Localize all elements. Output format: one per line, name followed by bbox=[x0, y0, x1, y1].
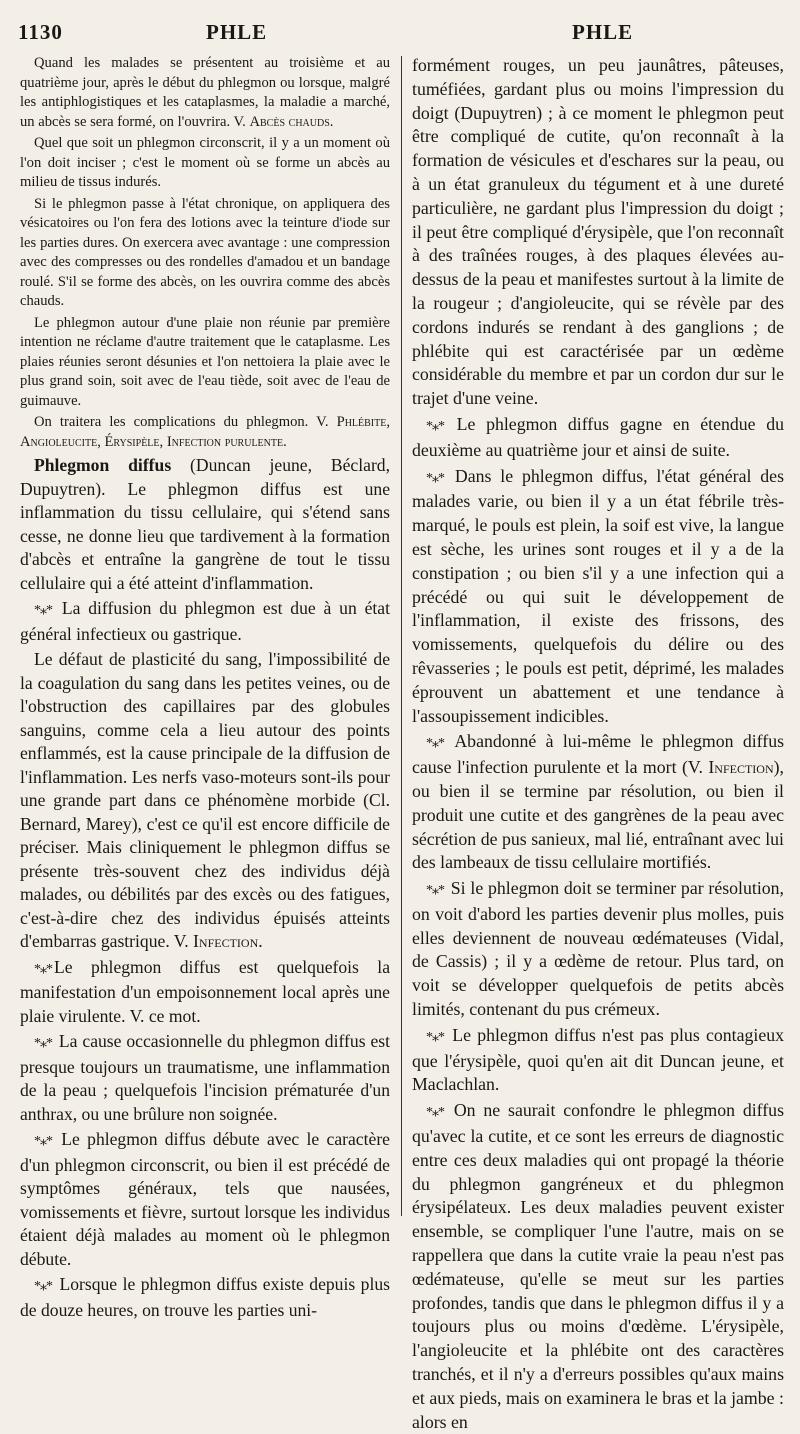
asterism-icon: *⁎* bbox=[426, 1029, 444, 1045]
paragraph: *⁎* Le phlegmon diffus n'est pas plus contagieux que l'érysipèle, quoi qu'en ait dit Duncan jeune, et Maclachlan. bbox=[412, 1024, 785, 1095]
page-number: 1130 bbox=[18, 20, 63, 44]
cross-reference[interactable]: Infection bbox=[193, 931, 259, 951]
paragraph: Le défaut de plasticité du sang, l'impossibilité de la coagulation du sang dans les petites veines, ou de l'obstruction des capillaires par des globules sanguins, comme cela a lieu autour des points enflammés, est la cause principale de la diffusion de l'inflammation. Les nerfs vaso-moteurs sont-ils pour une grande part dans ce phénomène morbide (Cl. Bernard, Marey), c'est ce qu'il est encore difficile de préciser. Mais cliniquement le phlegmon diffus se présente très-souvent chez des individus déjà malades, ou débilités par des excès ou des fatigues, c'est-à-dire chez des individus épuisés atteints d'embarras gastrique. V. Infection. bbox=[20, 649, 390, 951]
entry-headword: Phlegmon diffus bbox=[34, 455, 172, 475]
entry-paragraph: Phlegmon diffus (Duncan jeune, Béclard, Dupuytren). Le phlegmon diffus est une inflammation du tissu cellulaire, qui s'étend sans cesse, ne donne lieu que tardivement à la formation d'abcès et entraîne la gangrène de tout le tissu cellulaire qui a été atteint d'inflammation. bbox=[20, 455, 390, 593]
asterism-icon: *⁎* bbox=[426, 418, 444, 434]
paragraph: *⁎* Le phlegmon diffus débute avec le caractère d'un phlegmon circonscrit, ou bien il est précédé de symptômes généraux, tels que nausées, vomissements et fièvre, surtout lorsque les individus étaient déjà malades au moment où le phlegmon débute. bbox=[20, 1129, 390, 1269]
asterism-icon: *⁎* bbox=[34, 603, 52, 618]
paragraph: Si le phlegmon passe à l'état chronique, on appliquera des vésicatoires ou l'on fera des lotions avec la teinture d'iode sur les parties dures. On exercera avec avantage : une compression avec des compresses ou des rondelles d'amadou et un bandage roulé. S'il se forme des abcès, on les ouvrira comme des abcès chauds. bbox=[20, 195, 390, 309]
paragraph: formément rouges, un peu jaunâtres, pâteuses, tuméfiées, gardant plus ou moins l'impression du doigt (Dupuytren) ; à ce moment le phlegmon peut être compliqué de cutite, qu'on reconnaît à la formation de vésicules et d'eschares sur la peau, ou à un état granuleux du tégument et à une dureté particulière, ne gardant plus l'impression du doigt ; il peut être compliqué d'érysipèle, que l'on reconnaît à des traînées rouges, à des plaques élevées au-dessus de la peau et manifestes surtout à la limite de la rougeur ; d'angioleucite, qui se révèle par des cordons indurés se rendant à des ganglions ; de phlébite qui est caractérisée par un œdème considérable du membre et par un cordon dur sur le trajet d'une veine. bbox=[412, 55, 784, 409]
right-running-head: PHLE bbox=[572, 20, 634, 44]
asterism-icon: *⁎* bbox=[34, 961, 52, 977]
asterism-icon: *⁎* bbox=[426, 470, 444, 486]
asterism-icon: *⁎* bbox=[426, 736, 444, 752]
paragraph: On traitera les complications du phlegmon. V. Phlébite, Angioleucite, Érysipèle, Infection purulente. bbox=[20, 414, 390, 450]
paragraph: Le phlegmon autour d'une plaie non réunie par première intention ne réclame d'autre traitement que le cataplasme. Les plaies réunies seront désunies et l'on nettoiera la plaie avec le plus grand soin, soit avec de l'eau tiède, soit avec de l'eau de guimauve. bbox=[20, 314, 390, 409]
asterism-icon: *⁎* bbox=[426, 883, 444, 899]
paragraph: Quand les malades se présentent au troisième et au quatrième jour, après le début du phlegmon ou lorsque, malgré les antiphlogistiques et les cataplasmes, la maladie a marché, un abcès se sera formé, on l'ouvrira. V. Abcès chauds. bbox=[20, 55, 390, 130]
paragraph: *⁎* Si le phlegmon doit se terminer par résolution, on voit d'abord les parties devenir plus molles, puis elles deviennent de nouveau œdémateuses (Vidal, de Cassis) ; il y a œdème de retour. Plus tard, on voit se développer quelquefois de petits abcès limités, contenant du pus crémeux. bbox=[412, 878, 784, 1020]
paragraph: *⁎* La cause occasionnelle du phlegmon diffus est presque toujours un traumatisme, une inflammation de la peau ; quelquefois l'incision prématurée d'un anthrax, ou une brûlure non soignée. bbox=[20, 1031, 390, 1124]
paragraph: *⁎* Le phlegmon diffus gagne en étendue du deuxième au quatrième jour et ainsi de suite. bbox=[412, 413, 784, 460]
paragraph: *⁎* La diffusion du phlegmon est due à un état général infectieux ou gastrique. bbox=[20, 598, 390, 644]
paragraph: *⁎* Dans le phlegmon diffus, l'état général des malades varie, ou bien il y a un état fébrile très-marqué, le pouls est plein, la soif est vive, la langue est sèche, les urines sont rouges et il y a de la constipation ; ou bien s'il y a une infection qui a précédé ou qui suit le développement de l'inflammation, il existe des frissons, des vomissements, quelquefois du délire ou des rêvasseries ; le pouls est petit, déprimé, les malades éprouvent un abattement et une tendance à l'assoupissement indicibles. bbox=[412, 465, 784, 726]
cross-reference[interactable]: Abcès chauds bbox=[249, 113, 330, 130]
paragraph: Quel que soit un phlegmon circonscrit, il y a un moment où l'on doit inciser ; c'est le moment où se forme un abcès au milieu de tissus indurés. bbox=[20, 135, 390, 190]
asterism-icon: *⁎* bbox=[34, 1279, 52, 1294]
left-running-head: PHLE bbox=[206, 20, 268, 44]
asterism-icon: *⁎* bbox=[426, 1105, 444, 1121]
paragraph: *⁎* Lorsque le phlegmon diffus existe depuis plus de douze heures, on trouve les parties uni- bbox=[20, 1274, 390, 1320]
running-header bbox=[18, 20, 782, 50]
column-divider bbox=[401, 56, 402, 1216]
right-column bbox=[412, 54, 785, 1432]
left-column bbox=[20, 54, 390, 1320]
cross-reference[interactable]: Phlébite, Angioleucite, Érysipèle, Infection purulente bbox=[20, 414, 390, 450]
paragraph: *⁎* On ne saurait confondre le phlegmon diffus qu'avec la cutite, et ce sont les erreurs de diagnostic entre ces deux maladies qui ont propagé la théorie du phlegmon gangréneux et du phlegmon érysipélateux. Les deux maladies peuvent exister ensemble, se compliquer l'une l'autre, mais on se rappellera que dans la cutite vraie la peau n'est pas œdémateuse, qu'elle se meut sur les parties profondes, tandis que dans le phlegmon diffus il y a toujours plus ou moins d'œdème. L'érysipèle, l'angioleucite et la phlébite ont des caractères tranchés, et il n'y a d'erreurs possibles qu'aux mains et aux pieds, mais on examinera le bras et la jambe : alors en bbox=[412, 1100, 784, 1432]
paragraph: *⁎* Le phlegmon diffus est quelquefois la manifestation d'un empoisonnement local après une plaie virulente. V. ce mot. bbox=[20, 956, 390, 1026]
paragraph: *⁎* Abandonné à lui-même le phlegmon diffus cause l'infection purulente et la mort (V. Infection), ou bien il se termine par résolution, ou bien il produit une cutite et des gangrènes de la peau avec sécrétion de pus sanieux, mal lié, entraînant avec lui des lambeaux de tissu cellulaire mortifiés. bbox=[412, 731, 785, 873]
asterism-icon: *⁎* bbox=[34, 1036, 52, 1051]
asterism-icon: *⁎* bbox=[34, 1134, 52, 1149]
cross-reference[interactable]: Infection bbox=[708, 757, 774, 778]
